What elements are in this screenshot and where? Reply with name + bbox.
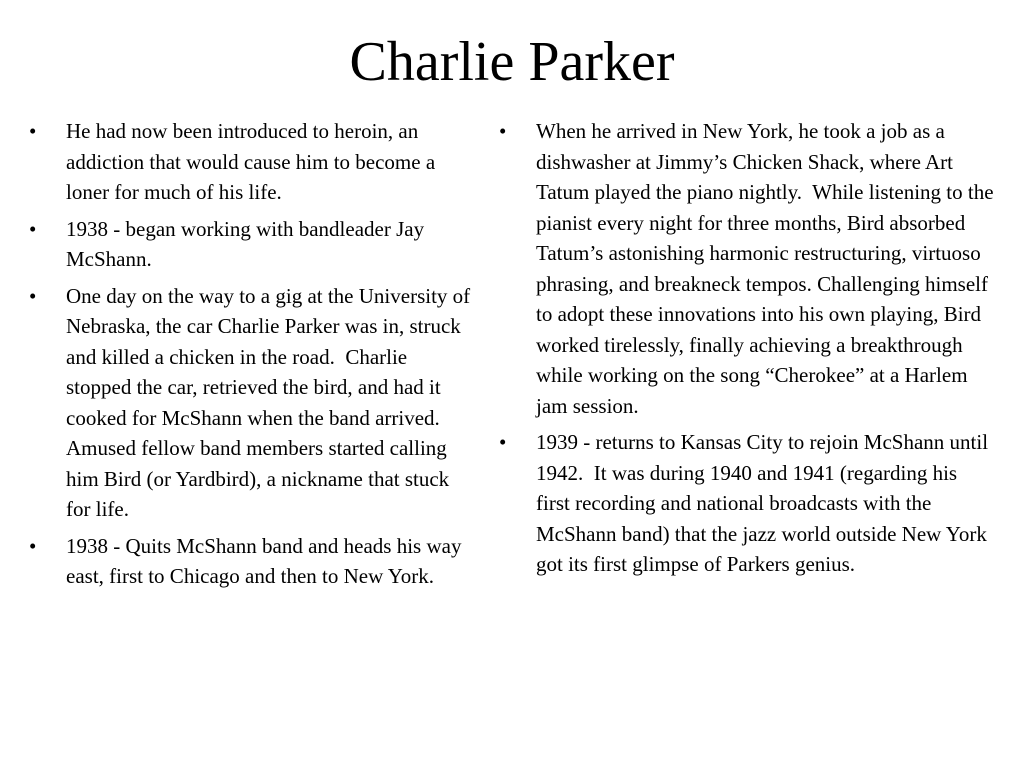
bullet-item bbox=[26, 531, 472, 592]
bullet-icon: • bbox=[29, 216, 37, 241]
left-bullet-list bbox=[26, 116, 476, 598]
bullet-text: He had now been introduced to heroin, an addiction that would cause him to become a loner for much of his life. bbox=[66, 119, 441, 204]
bullet-item bbox=[496, 427, 996, 580]
bullet-item bbox=[26, 214, 472, 275]
bullet-item bbox=[26, 116, 472, 208]
bullet-text: 1938 - began working with bandleader Jay McShann. bbox=[66, 216, 430, 271]
bullet-icon: • bbox=[29, 533, 37, 558]
bullet-text: When he arrived in New York, he took a job as a dishwasher at Jimmy’s Chicken Shack, where Art Tatum played the piano nightly. While listening to the pianist every night for three months, Bird absorbed Tatum’s astonishing harmonic restructuring, virtuoso phrasing, and breakneck tempos. Challenging himself to adopt these innovations into his own playing, Bird worked tirelessly, finally achieving a breakthrough while working on the song “Cherokee” at a Harlem jam session. bbox=[536, 119, 999, 418]
right-bullet-list bbox=[496, 116, 999, 586]
bullet-text: One day on the way to a gig at the University of Nebraska, the car Charlie Parker was in, struck and killed a chicken in the road. Charlie stopped the car, retrieved the bird, and had it cooked for McShann when the band arrived. Amused fellow band members started calling him Bird (or Yardbird), a nickname that stuck for life. bbox=[66, 283, 476, 521]
bullet-icon: • bbox=[29, 283, 37, 308]
bullet-text: 1938 - Quits McShann band and heads his way east, first to Chicago and then to New York. bbox=[66, 533, 467, 588]
bullet-item bbox=[26, 281, 476, 525]
bullet-icon: • bbox=[499, 430, 507, 454]
bullet-text: 1939 - returns to Kansas City to rejoin McShann until 1942. It was during 1940 and 1941 (regarding his first recording and national broadcasts with the McShann band) that the jazz world outside New York got its first glimpse of Parkers genius. bbox=[536, 430, 994, 576]
bullet-icon: • bbox=[29, 119, 37, 143]
bullet-icon: • bbox=[499, 119, 507, 143]
bullet-item bbox=[496, 116, 999, 421]
slide-title: Charlie Parker bbox=[349, 31, 675, 93]
